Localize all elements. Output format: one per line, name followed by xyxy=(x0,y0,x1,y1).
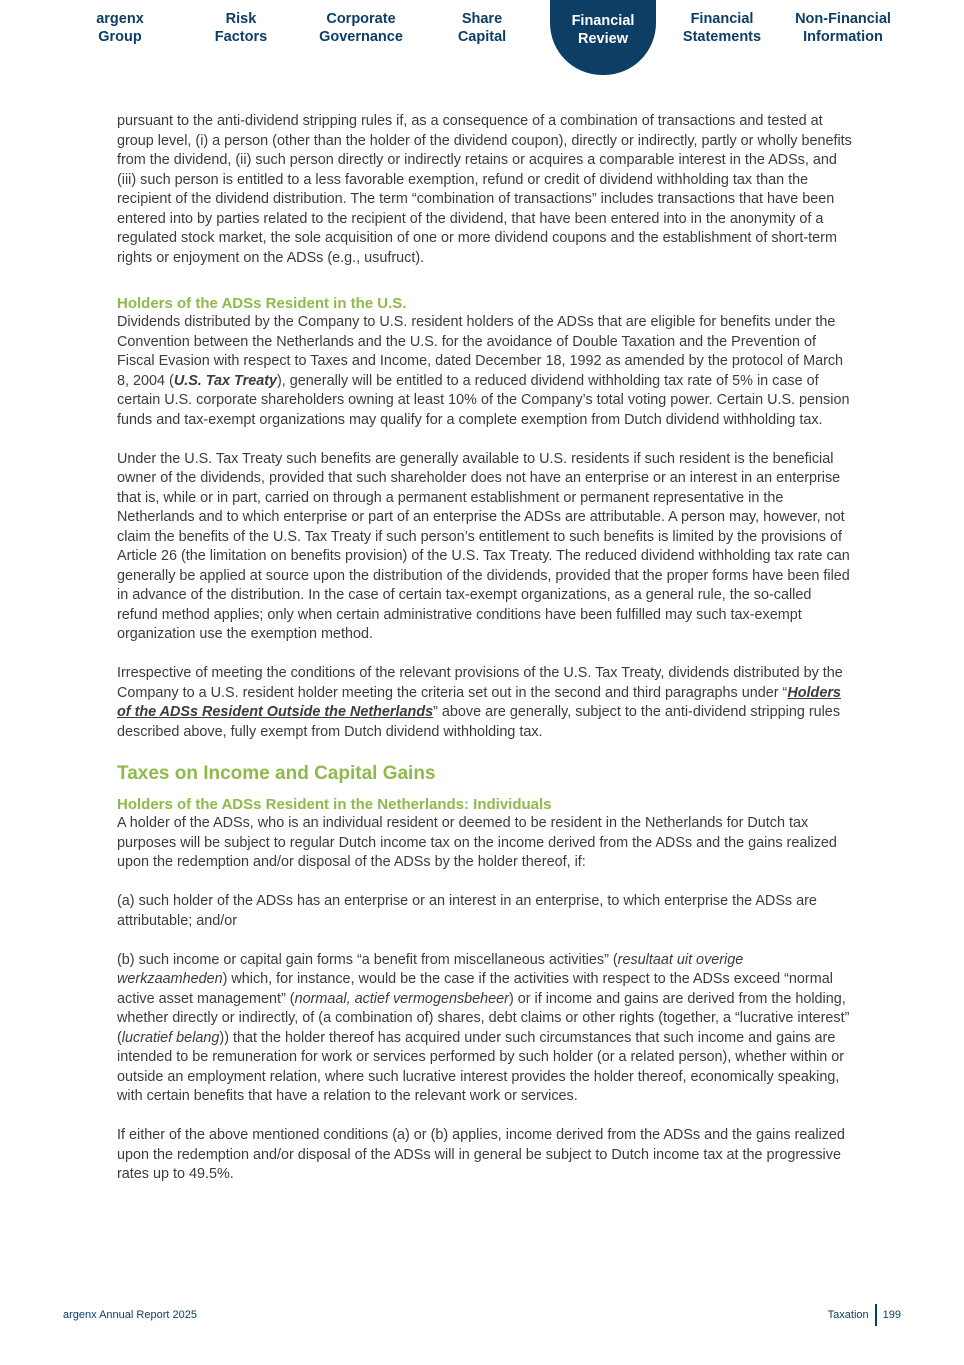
nav-tab-label: argenx Group xyxy=(96,11,144,45)
heading-holders-netherlands-individuals: Holders of the ADSs Resident in the Netherlands: Individuals xyxy=(117,795,552,813)
text-span: )) that the holder thereof has acquired under such circumstances that such income and gains are intended to be remuneration for work or services performed by such holder (or a related person), whether within or outside an employment relation, where such lucrative interest provides the holder thereof, economically speaking, with certain benefits that have a relation to the relevant work or services. xyxy=(117,1029,845,1104)
nav-tab-financial-review[interactable] xyxy=(550,0,656,75)
footer-section-name: Taxation xyxy=(827,1309,869,1321)
nav-tab-label: Share Capital xyxy=(457,11,507,45)
text-span: Dividends distributed by the Company to U.S. resident holders of the ADSs that are eligible for benefits under the Convention between the Netherlands and the U.S. for the avoidance of Double Taxation and the Prevention of Fiscal Evasion with respect to Taxes and Income, dated December 18, 1992 as amended by the protocol of March 8, 2004 ( xyxy=(117,314,844,389)
paragraph-nl-income-tax: A holder of the ADSs, who is an individual resident or deemed to be resident in the Netherlands for Dutch tax purposes will be subject to regular Dutch income tax on the income derived from the ADSs and the gains realized upon the redemption and/or disposal of the ADSs by the holder thereof, if: xyxy=(117,815,837,870)
dutch-term: lucratief belang xyxy=(121,1029,220,1046)
paragraph-condition-a: (a) such holder of the ADSs has an enterprise or an interest in an enterprise, to which enterprise the ADSs are attributable; and/or xyxy=(117,893,817,929)
link-holders-outside-netherlands[interactable]: Holders of the ADSs Resident Outside the Netherlands xyxy=(117,684,841,720)
page-number: 199 xyxy=(882,1309,901,1321)
nav-tab-share-capital[interactable] xyxy=(422,0,542,72)
paragraph-progressive-rates: If either of the above mentioned conditions (a) or (b) applies, income derived from the ADSs and the gains realized upon the redemption and/or disposal of the ADSs will in general be subject to Dutch income tax at the progressive rates up to 49.5%. xyxy=(117,1127,845,1182)
text-span: Irrespective of meeting the conditions of the relevant provisions of the U.S. Tax Treaty, dividends distributed by the Company to a U.S. resident holder meeting the criteria set out in the second and third paragraphs under “ xyxy=(117,665,843,701)
nav-tab-label: Corporate Governance xyxy=(319,11,403,45)
dutch-term: normaal, actief vermogensbeheer xyxy=(294,990,509,1007)
paragraph-condition-b xyxy=(117,951,853,1107)
text-span: ) or if income and gains are derived from the holding, whether directly or indirectly, of (a combination of) shares, debt claims or other rights (together, a “lucrative interest” ( xyxy=(117,990,850,1046)
paragraph-us-exemption xyxy=(117,664,853,742)
footer-page-info xyxy=(828,1304,901,1326)
heading-taxes-income-capital-gains: Taxes on Income and Capital Gains xyxy=(117,762,436,784)
nav-tab-label: Non-Financial Information xyxy=(795,11,891,45)
text-span: ) which, for instance, would be the case if the activities with respect to the ADSs exceed “normal active asset management” ( xyxy=(117,971,833,1007)
nav-tab-financial-statements[interactable] xyxy=(662,0,782,72)
top-navigation xyxy=(0,0,964,80)
nav-tab-label: Financial Statements xyxy=(682,11,762,45)
dutch-term: resultaat uit overige werkzaamheden xyxy=(117,951,744,987)
nav-tab-label: Financial Review xyxy=(571,12,635,47)
footer-divider xyxy=(875,1304,877,1326)
nav-tab-label: Risk Factors xyxy=(214,11,268,45)
defined-term-us-tax-treaty: U.S. Tax Treaty xyxy=(173,372,277,389)
footer-report-title: argenx Annual Report 2025 xyxy=(63,1309,197,1321)
nav-tab-argenx-group[interactable] xyxy=(60,0,180,72)
paragraph-us-treaty-benefits: Under the U.S. Tax Treaty such benefits are generally available to U.S. residents if such resident is the beneficial owner of the dividends, provided that such shareholder does not have an enterprise or an interest in an enterprise that is, while or in part, carried on through a permanent establishment or permanent representative in the Netherlands and to which enterprise or part of an enterprise the ADSs are attributable. A person may, however, not claim the benefits of the U.S. Tax Treaty if such person’s entitlement to such benefits is limited by the provisions of Article 26 (the limitation on benefits provision) of the U.S. Tax Treaty. The reduced dividend withholding tax rate can generally be applied at source upon the distribution of the dividends, provided that the proper forms have been filed in advance of the distribution. In the case of certain tax-exempt organizations, as a general rule, the so-called refund method applies; only when certain administrative conditions have been fulfilled may such tax-exempt organization use the exemption method. xyxy=(117,450,850,642)
text-span: ), generally will be entitled to a reduced dividend withholding tax rate of 5% in case of certain U.S. corporate shareholders owning at least 10% of the Company’s total voting power. Certain U.S. pension funds and tax-exempt organizations may qualify for a complete exemption from Dutch dividend withholding tax. xyxy=(117,372,850,428)
text-span: (b) such income or capital gain forms “a benefit from miscellaneous activities” ( xyxy=(117,951,618,968)
document-body xyxy=(117,112,853,1204)
paragraph-anti-dividend-stripping: pursuant to the anti-dividend stripping rules if, as a consequence of a combination of transactions and tested at group level, (i) a person (other than the holder of the dividend coupon), directly or indirectly, partly or wholly benefits from the dividend, (ii) such person directly or indirectly retains or acquires a comparable interest in the ADSs, and (iii) such person is entitled to a less favorable exemption, refund or credit of dividend withholding tax than the recipient of the dividend distribution. The term “combination of transactions” includes transactions that have been entered into by parties related to the recipient of the dividend, that have been entered into in the anonymity of a regulated stock market, the sole acquisition of one or more dividend coupons and the establishment of short-term rights or enjoyment on the ADSs (e.g., usufruct). xyxy=(117,113,852,266)
paragraph-us-dividends xyxy=(117,313,853,430)
nav-tab-corporate-governance[interactable] xyxy=(301,0,421,72)
nav-tab-risk-factors[interactable] xyxy=(181,0,301,72)
nav-tab-non-financial-information[interactable] xyxy=(783,0,903,72)
text-span: ” above are generally, subject to the anti-dividend stripping rules described above, fully exempt from Dutch dividend withholding tax. xyxy=(117,704,841,740)
heading-holders-us: Holders of the ADSs Resident in the U.S. xyxy=(117,294,407,312)
